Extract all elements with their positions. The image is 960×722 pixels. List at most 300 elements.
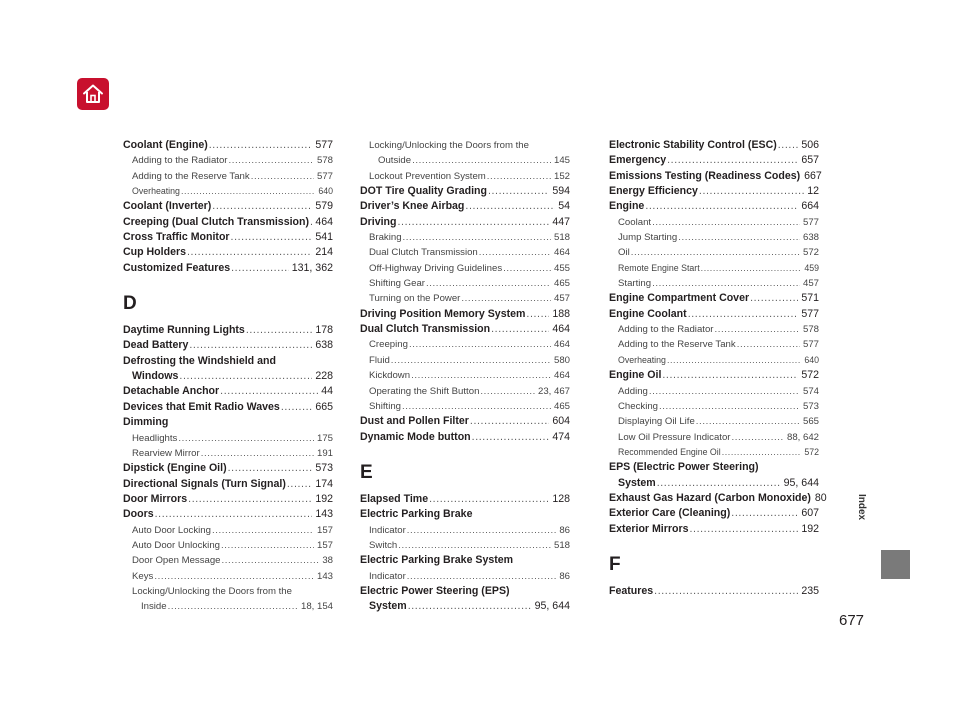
index-subentry[interactable] [609, 430, 819, 445]
index-entry[interactable] [609, 153, 819, 168]
page-reference-link[interactable]: 44 [321, 385, 333, 398]
page-reference-link[interactable]: 464 [553, 370, 570, 382]
page-reference-link[interactable]: 518 [553, 539, 570, 551]
index-entry[interactable] [360, 184, 570, 199]
page-reference-link[interactable]: 664 [801, 200, 819, 213]
index-subentry[interactable] [360, 569, 570, 584]
index-subentry[interactable] [609, 384, 819, 399]
dot-leader [287, 477, 312, 492]
page-reference-link[interactable]: 577 [802, 339, 819, 351]
page-reference-link[interactable]: 192 [801, 522, 819, 535]
entry-label: Auto Door Unlocking [132, 539, 220, 551]
index-subentry[interactable] [123, 523, 333, 538]
index-subentry[interactable] [360, 384, 570, 399]
entry-label: Checking [618, 400, 658, 412]
dot-leader [737, 337, 800, 352]
index-subentry[interactable] [123, 169, 333, 184]
index-subentry[interactable] [123, 446, 333, 461]
index-entry[interactable] [609, 138, 819, 153]
dot-leader [429, 492, 549, 507]
page-reference-link[interactable]: 541 [315, 231, 333, 244]
dot-leader [696, 414, 800, 429]
page-reference-link[interactable]: 578 [316, 155, 333, 167]
dot-leader [407, 569, 557, 584]
index-entry[interactable] [123, 492, 333, 507]
entry-label: System [618, 476, 656, 489]
entry-label: Driving [360, 215, 397, 228]
entry-label: Engine Compartment Cover [609, 292, 750, 305]
entry-label: Cup Holders [123, 246, 186, 259]
home-button[interactable] [77, 78, 109, 110]
index-entry [609, 460, 819, 475]
entry-label: Detachable Anchor [123, 385, 220, 398]
dot-leader [732, 430, 784, 445]
index-subentry[interactable] [360, 261, 570, 276]
page-reference-link[interactable]: 228 [315, 370, 333, 383]
page-reference-link[interactable]: 518 [553, 232, 570, 244]
dot-leader [678, 230, 800, 245]
index-subentry[interactable] [360, 399, 570, 414]
index-entry [360, 553, 570, 568]
entry-label: Coolant (Engine) [123, 139, 208, 151]
page-reference-link[interactable]: 572 [804, 446, 819, 457]
dot-leader [408, 599, 532, 614]
dot-leader [251, 169, 314, 184]
index-entry[interactable] [123, 323, 333, 338]
page-reference-link[interactable]: 131, 362 [291, 261, 333, 274]
entry-label: Engine [609, 200, 645, 213]
page-reference-link[interactable]: 178 [315, 324, 333, 337]
entry-label: Low Oil Pressure Indicator [618, 431, 731, 443]
index-entry[interactable] [360, 199, 570, 214]
dot-leader [657, 476, 781, 491]
index-column-1 [123, 138, 333, 615]
index-subentry[interactable] [609, 353, 819, 368]
dot-leader [281, 400, 313, 415]
entry-label: Locking/Unlocking the Doors from the [132, 585, 292, 597]
index-subentry[interactable] [123, 553, 333, 568]
dot-leader [187, 245, 312, 260]
page-reference-link[interactable]: 88, 642 [786, 431, 819, 443]
entry-label: Oil [618, 247, 630, 259]
dot-leader [403, 230, 551, 245]
index-subentry[interactable] [360, 523, 570, 538]
page-reference-link[interactable]: 175 [316, 432, 333, 444]
section-letter-heading: E [360, 461, 373, 483]
index-entry[interactable] [609, 307, 819, 322]
page-reference-link[interactable]: 604 [552, 415, 570, 428]
page-reference-link[interactable]: 128 [552, 492, 570, 505]
index-subentry[interactable] [360, 276, 570, 291]
dot-leader [526, 307, 549, 322]
entry-label: Rearview Mirror [132, 447, 200, 459]
index-entry[interactable] [123, 261, 333, 276]
entry-label: Cross Traffic Monitor [123, 231, 230, 244]
dot-leader [155, 507, 313, 522]
dot-leader [222, 553, 320, 568]
dot-leader [487, 169, 551, 184]
page-number: 677 [839, 612, 865, 629]
entry-label: Engine Oil [609, 369, 662, 382]
dot-leader [689, 522, 798, 537]
page-reference-link[interactable]: 464 [553, 247, 570, 259]
entry-label: Creeping [369, 339, 408, 351]
page-reference-link[interactable]: 23, 467 [537, 385, 570, 397]
index-entry[interactable] [360, 492, 570, 507]
dot-leader [659, 399, 800, 414]
index-entry[interactable] [123, 461, 333, 476]
index-entry[interactable] [123, 138, 333, 153]
entry-label: Operating the Shift Button [369, 385, 480, 397]
dot-leader [409, 337, 551, 352]
index-subentry[interactable] [360, 337, 570, 352]
entry-label: Driving Position Memory System [360, 307, 526, 320]
index-entry[interactable] [123, 400, 333, 415]
page-reference-link[interactable]: 640 [318, 186, 333, 197]
page-reference-link[interactable]: 607 [801, 507, 819, 520]
entry-label: Daytime Running Lights [123, 324, 245, 337]
page-reference-link[interactable]: 235 [801, 584, 819, 597]
page-reference-link[interactable]: 573 [315, 462, 333, 475]
index-subentry[interactable] [609, 245, 819, 260]
entry-label: Customized Features [123, 261, 231, 274]
page-reference-link[interactable]: 38 [322, 555, 333, 567]
entry-label: Elapsed Time [360, 492, 429, 505]
index-subentry[interactable] [123, 431, 333, 446]
dot-leader [212, 199, 312, 214]
page-reference-link[interactable]: 572 [801, 369, 819, 382]
entry-label: Fluid [369, 354, 390, 366]
entry-label: Inside [141, 601, 167, 613]
dot-leader [231, 261, 289, 276]
page-reference-link[interactable]: 95, 644 [534, 600, 570, 613]
index-entry[interactable] [123, 215, 333, 230]
dot-leader [181, 184, 315, 199]
page-reference-link[interactable]: 157 [316, 524, 333, 536]
dot-leader [189, 338, 312, 353]
page-reference-link[interactable]: 565 [802, 416, 819, 428]
page-reference-link[interactable]: 145 [553, 155, 570, 167]
dot-leader [246, 323, 312, 338]
page-reference-link[interactable]: 152 [553, 170, 570, 182]
entry-label: Door Open Message [132, 555, 221, 567]
entry-label: Electric Parking Brake [360, 508, 473, 521]
dot-leader [654, 584, 798, 599]
page-reference-link[interactable]: 18, 154 [300, 601, 333, 613]
page-reference-link[interactable]: 572 [802, 247, 819, 259]
index-entry[interactable] [123, 245, 333, 260]
entry-label: Dual Clutch Transmission [360, 323, 491, 336]
dot-leader [201, 446, 314, 461]
page-reference-link[interactable]: 464 [552, 323, 570, 336]
entry-label: Exhaust Gas Hazard (Carbon Monoxide) [609, 491, 811, 504]
entry-label: Emissions Testing (Readiness Codes) [609, 169, 801, 182]
index-subentry[interactable] [123, 599, 333, 614]
page-reference-link[interactable]: 571 [801, 292, 819, 305]
entry-label: DOT Tire Quality Grading [360, 185, 487, 198]
index-entry[interactable] [609, 491, 827, 506]
page-reference-link[interactable]: 464 [553, 339, 570, 351]
entry-label: Shifting Gear [369, 278, 425, 290]
index-column-3 [609, 138, 827, 599]
page-reference-link[interactable]: 95, 644 [783, 476, 819, 489]
page-reference-link[interactable]: 577 [801, 307, 819, 320]
index-subentry[interactable] [609, 399, 819, 414]
page-reference-link[interactable]: 574 [802, 385, 819, 397]
entry-label: Off-Highway Driving Guidelines [369, 262, 503, 274]
index-entry[interactable] [360, 414, 570, 429]
entry-label: Devices that Emit Radio Waves [123, 400, 280, 413]
dot-leader [722, 445, 802, 460]
index-entry[interactable] [360, 430, 570, 445]
entry-label: Energy Efficiency [609, 185, 698, 198]
index-entry[interactable] [360, 307, 570, 322]
page-reference-link[interactable]: 455 [553, 262, 570, 274]
entry-label: Dipstick (Engine Oil) [123, 462, 227, 475]
page-reference-link[interactable]: 578 [802, 324, 819, 336]
index-entry[interactable] [609, 184, 819, 199]
page-reference-link[interactable]: 459 [804, 262, 819, 273]
dot-leader [412, 153, 551, 168]
dot-leader [188, 492, 312, 507]
page-reference-link[interactable]: 54 [558, 200, 570, 213]
entry-label: Locking/Unlocking the Doors from the [369, 140, 529, 151]
index-subentry[interactable] [609, 215, 819, 230]
page-reference-link[interactable]: 143 [315, 508, 333, 521]
dot-leader [391, 353, 551, 368]
entry-label: Driver’s Knee Airbag [360, 200, 465, 213]
entry-label: Outside [378, 155, 412, 167]
index-subentry[interactable] [609, 414, 819, 429]
entry-label: Dust and Pollen Filter [360, 415, 469, 428]
index-subentry[interactable] [360, 368, 570, 383]
page-reference-link[interactable]: 12 [807, 185, 819, 198]
entry-label: Dimming [123, 416, 169, 429]
index-entry[interactable] [123, 369, 333, 384]
entry-label: Adding to the Radiator [618, 324, 714, 336]
dot-leader [631, 245, 800, 260]
index-entry[interactable] [360, 322, 570, 337]
dot-leader [714, 322, 800, 337]
index-subentry[interactable] [609, 445, 819, 460]
dot-leader [398, 215, 550, 230]
index-section-tab[interactable] [881, 550, 910, 579]
entry-label: Displaying Oil Life [618, 416, 695, 428]
entry-label: Features [609, 584, 654, 597]
side-section-label: Index [856, 494, 867, 521]
entry-label: Exterior Mirrors [609, 522, 689, 535]
index-entry[interactable] [609, 476, 819, 491]
dot-leader [491, 322, 549, 337]
index-subentry[interactable] [360, 169, 570, 184]
page-reference-link[interactable]: 577 [802, 216, 819, 228]
entry-label: Shifting [369, 400, 401, 412]
page-reference-link[interactable]: 506 [801, 139, 819, 151]
page-reference-link[interactable]: 214 [315, 246, 333, 259]
index-entry[interactable] [123, 507, 333, 522]
index-subentry[interactable] [360, 230, 570, 245]
entry-label: Adding to the Reserve Tank [618, 339, 736, 351]
index-entry[interactable] [609, 584, 819, 599]
entry-label: Engine Coolant [609, 307, 687, 320]
entry-label: Switch [369, 539, 398, 551]
index-subentry[interactable] [609, 276, 819, 291]
page-reference-link[interactable]: 657 [801, 154, 819, 167]
index-entry[interactable] [123, 199, 333, 214]
dot-leader [750, 291, 798, 306]
page-reference-link[interactable]: 86 [559, 524, 570, 536]
index-entry[interactable] [609, 169, 822, 184]
index-entry[interactable] [123, 338, 333, 353]
page-reference-link[interactable]: 579 [315, 200, 333, 213]
page-reference-link[interactable]: 594 [552, 185, 570, 198]
entry-label: Directional Signals (Turn Signal) [123, 477, 286, 490]
index-subentry[interactable] [609, 230, 819, 245]
index-entry[interactable] [360, 215, 570, 230]
index-subentry[interactable] [360, 538, 570, 553]
entry-label: Electronic Stability Control (ESC) [609, 139, 777, 151]
dot-leader [667, 353, 801, 368]
page-reference-link[interactable]: 638 [315, 339, 333, 352]
dot-leader [652, 215, 800, 230]
entry-label: Dual Clutch Transmission [369, 247, 478, 259]
entry-label: Headlights [132, 432, 178, 444]
dot-leader [212, 523, 314, 538]
dot-leader [480, 384, 535, 399]
dot-leader [701, 261, 802, 276]
index-entry[interactable] [609, 291, 819, 306]
entry-label: Adding [618, 385, 648, 397]
index-entry[interactable] [123, 230, 333, 245]
entry-label: Emergency [609, 154, 667, 167]
dot-leader [426, 276, 551, 291]
entry-label: Dead Battery [123, 339, 189, 352]
index-subentry[interactable] [360, 353, 570, 368]
index-subentry[interactable] [609, 322, 819, 337]
entry-label: Braking [369, 232, 402, 244]
entry-label: Overheating [132, 186, 180, 197]
entry-label: Starting [618, 278, 652, 290]
index-subentry[interactable] [123, 569, 333, 584]
dot-leader [662, 368, 798, 383]
index-entry[interactable] [609, 199, 819, 214]
dot-leader [228, 461, 313, 476]
index-subentry[interactable] [360, 291, 570, 306]
index-entry[interactable] [609, 368, 819, 383]
page-reference-link[interactable]: 580 [553, 354, 570, 366]
page-reference-link[interactable]: 465 [553, 278, 570, 290]
index-subentry[interactable] [609, 261, 819, 276]
index-subentry[interactable] [360, 245, 570, 260]
entry-label: Electric Parking Brake System [360, 554, 514, 567]
dot-leader [228, 153, 314, 168]
page-reference-link[interactable]: 665 [315, 400, 333, 413]
entry-label: Windows [132, 370, 179, 383]
page-reference-link[interactable]: 577 [315, 139, 333, 151]
index-entry[interactable] [360, 599, 570, 614]
dot-leader [465, 199, 555, 214]
dot-leader [209, 138, 313, 153]
entry-label: Adding to the Radiator [132, 155, 228, 167]
index-entry [360, 507, 570, 522]
page-reference-link[interactable]: 573 [802, 400, 819, 412]
page-reference-link[interactable]: 143 [316, 570, 333, 582]
index-subentry[interactable] [123, 153, 333, 168]
dot-leader [168, 599, 298, 614]
index-entry[interactable] [123, 384, 333, 399]
dot-leader [221, 538, 314, 553]
home-icon [81, 82, 105, 106]
page-reference-link[interactable]: 86 [559, 570, 570, 582]
index-subentry[interactable] [609, 337, 819, 352]
page-reference-link[interactable]: 188 [552, 307, 570, 320]
page-reference-link[interactable]: 174 [315, 477, 333, 490]
page-reference-link[interactable]: 192 [315, 492, 333, 505]
entry-label: Indicator [369, 570, 406, 582]
dot-leader [178, 431, 314, 446]
page-reference-link[interactable]: 667 [804, 169, 822, 182]
entry-label: Exterior Care (Cleaning) [609, 507, 731, 520]
dot-leader [688, 307, 799, 322]
entry-label: Kickdown [369, 370, 411, 382]
entry-label: EPS (Electric Power Steering) [609, 461, 759, 474]
index-subentry [123, 584, 333, 599]
entry-label: Turning on the Power [369, 293, 461, 305]
dot-leader [220, 384, 318, 399]
entry-label: System [369, 600, 407, 613]
dot-leader [645, 199, 798, 214]
page-reference-link[interactable]: 465 [553, 400, 570, 412]
entry-label: Auto Door Locking [132, 524, 211, 536]
dot-leader [154, 569, 314, 584]
index-entry[interactable] [609, 522, 819, 537]
dot-leader [731, 506, 798, 521]
entry-label: Overheating [618, 354, 666, 365]
page-reference-link[interactable]: 157 [316, 539, 333, 551]
dot-leader [461, 291, 551, 306]
index-subentry[interactable] [123, 184, 333, 199]
page-reference-link[interactable]: 640 [804, 354, 819, 365]
entry-label: Coolant [618, 216, 652, 228]
entry-label: Lockout Prevention System [369, 170, 486, 182]
index-entry [360, 584, 570, 599]
entry-label: Jump Starting [618, 232, 678, 244]
index-subentry[interactable] [360, 153, 570, 168]
entry-label: Adding to the Reserve Tank [132, 170, 250, 182]
page-reference-link[interactable]: 80 [814, 491, 827, 504]
dot-leader [411, 368, 551, 383]
page-reference-link[interactable]: 577 [316, 170, 333, 182]
section-letter-heading: F [609, 553, 621, 575]
page-reference-link[interactable]: 191 [316, 447, 333, 459]
dot-leader [667, 153, 798, 168]
entry-label: Keys [132, 570, 154, 582]
index-entry [123, 415, 333, 430]
index-entry[interactable] [609, 506, 819, 521]
dot-leader [503, 261, 551, 276]
page-reference-link[interactable]: 464 [315, 215, 333, 228]
dot-leader [778, 138, 799, 153]
index-subentry[interactable] [123, 538, 333, 553]
dot-leader [652, 276, 800, 291]
page-reference-link[interactable]: 638 [802, 232, 819, 244]
index-entry[interactable] [123, 477, 333, 492]
page-reference-link[interactable]: 457 [802, 278, 819, 290]
page-reference-link[interactable]: 474 [552, 430, 570, 443]
entry-label: Remote Engine Start [618, 262, 700, 273]
page-reference-link[interactable]: 457 [553, 293, 570, 305]
page-reference-link[interactable]: 447 [552, 215, 570, 228]
